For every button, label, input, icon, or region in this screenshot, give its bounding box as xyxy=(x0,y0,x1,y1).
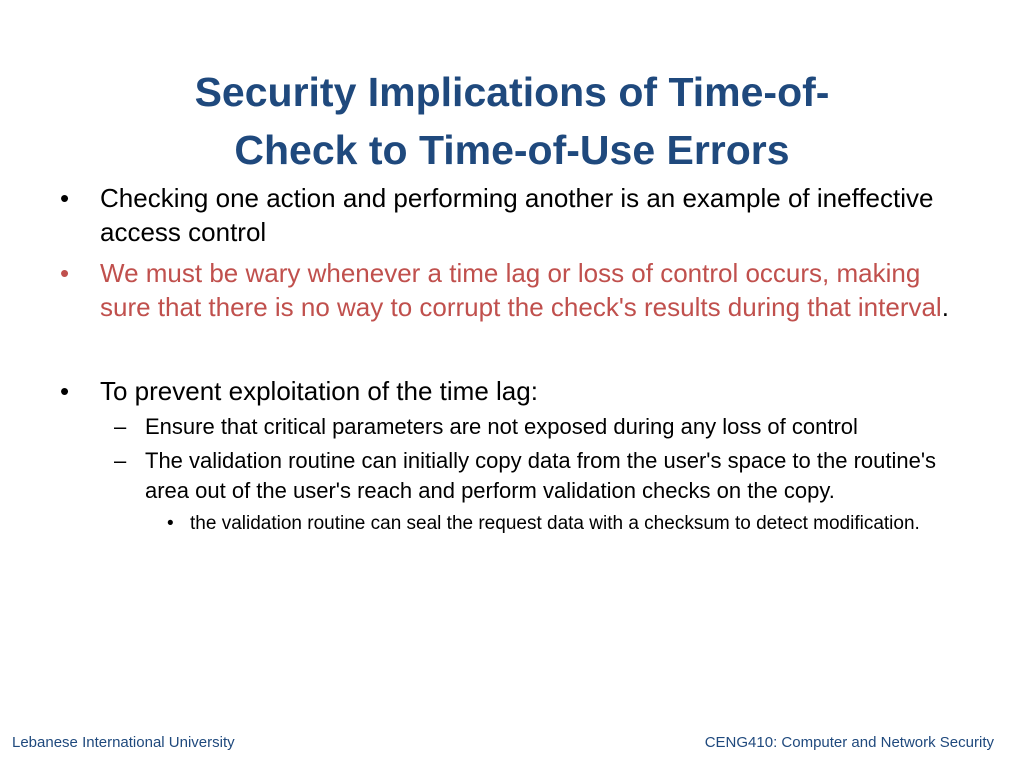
bullet-item xyxy=(56,181,976,249)
bullet-item-highlighted xyxy=(56,256,976,324)
sub-bullet-text: The validation routine can initially copy data from the user's space to the routine's area out of the user's reach and perform validation checks on the copy. xyxy=(145,448,937,503)
bullet-icon: • xyxy=(60,183,70,213)
dash-icon: – xyxy=(114,414,127,439)
slide-title xyxy=(60,63,964,179)
slide-title-line-2: Check to Time-of-Use Errors xyxy=(234,127,790,174)
footer-course: CENG410: Computer and Network Security xyxy=(704,734,994,751)
bullet-icon: • xyxy=(60,258,70,288)
footer-university: Lebanese International University xyxy=(12,734,235,751)
dash-icon: – xyxy=(114,448,127,473)
sub-sub-bullet-list xyxy=(145,510,976,537)
sub-bullet-text: Ensure that critical parameters are not exposed during any loss of control xyxy=(145,414,858,439)
bullet-text: We must be wary whenever a time lag or loss of control occurs, making sure that there is no way to corrupt the check's results during that interval xyxy=(100,258,942,322)
bullet-text: Checking one action and performing another is an example of ineffective access control xyxy=(100,183,934,247)
bullet-list xyxy=(56,181,976,537)
bullet-icon: • xyxy=(167,513,174,534)
sub-bullet-item xyxy=(100,446,976,537)
sub-sub-bullet-item xyxy=(145,510,976,537)
sub-sub-bullet-text: the validation routine can seal the request data with a checksum to detect modification. xyxy=(190,513,920,534)
bullet-text: To prevent exploitation of the time lag: xyxy=(100,376,538,406)
bullet-text-suffix: . xyxy=(941,292,949,322)
sub-bullet-item xyxy=(100,412,976,442)
sub-bullet-list xyxy=(100,412,976,537)
bullet-item xyxy=(56,374,976,537)
slide-title-line-1: Security Implications of Time-of- xyxy=(194,69,830,116)
bullet-icon: • xyxy=(60,376,70,406)
